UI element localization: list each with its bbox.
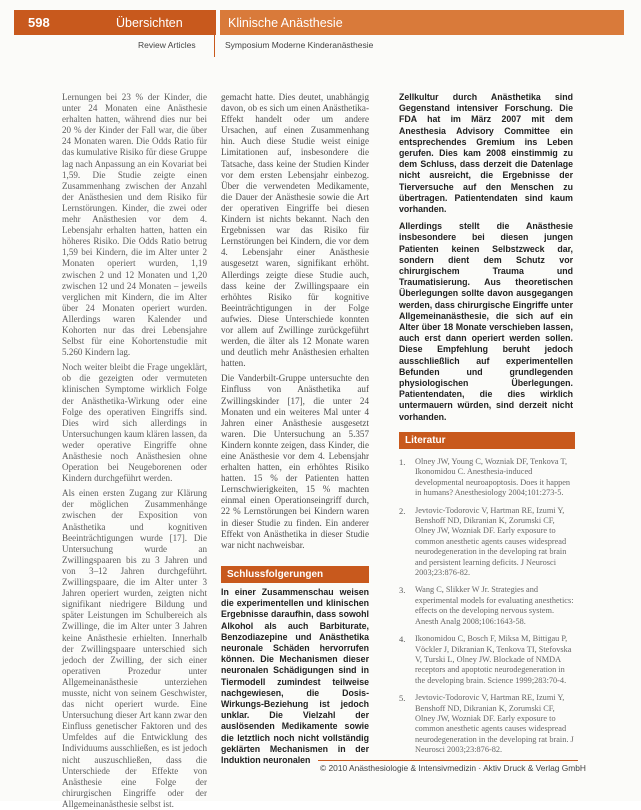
- reference-item: [399, 693, 575, 755]
- reference-number: 4.: [399, 634, 406, 645]
- column-2: [221, 92, 369, 551]
- conclusion-body: [221, 587, 369, 766]
- reference-number: 1.: [399, 457, 406, 467]
- paragraph: gemacht hatte. Dies deutet, unabhängig davon, ob es sich um einen Anästhetika-Effekt handelt oder um andere Ursachen, auf einen Zusammenhang hin. Auch diese Studie weist einige Limitationen auf, insbesondere die Tatsache, dass keine der Studien Kinder vor dem ersten Lebensjahr einbezog. Über die verwendeten Medikamente, die Dauer der Anästhesie sowie die Art der operativen Eingriffe bei diesen Kindern ist nichts bekannt. Nach den Ergebnissen war das Risiko für Lernstörungen bei Kindern, die vor dem 4. Lebensjahr einer Anästhesie ausgesetzt waren, signifikant erhöht. Allerdings zeigte diese Studie auch, dass keine der Zwillingspaare ein erhöhtes Risiko für kognitive Beeinträchtigungen in der Folge aufwies. Diese Unterschiede konnten vor allem auf Zwillinge zurückgeführt werden, die älter als 12 Monate waren und deutlich mehr Anästhesien erhalten hatten.: [221, 92, 369, 369]
- footer-divider: [318, 760, 578, 761]
- reference-text: Wang C, Slikker W Jr. Strategies and experimental models for evaluating anesthetics: effects on the developing nervous system. Anesth Analg 2008;106:1643-58.: [415, 585, 574, 626]
- page-number: 598: [14, 10, 110, 35]
- reference-item: [399, 634, 575, 686]
- reference-item: [399, 457, 575, 499]
- paragraph: Noch weiter bleibt die Frage ungeklärt, ob die gezeigten oder vermuteten klinischen Symptome wirklich Folge der Anästhetika-Wirkung oder eine Folge des operativen Eingriffs sind. Dies wird sich allerdings in Untersuchungen kaum klären lassen, da weder operative Eingriffe ohne Anästhesie noch Anästhesien ohne Operation bei Neugeborenen oder Kindern durchgeführt werden.: [62, 362, 207, 484]
- reference-number: 2.: [399, 505, 406, 516]
- paragraph: Als einen ersten Zugang zur Klärung der möglichen Zusammenhänge zwischen der Exposition von Anästhetika und kognitiven Beeinträchtigungen wurde [17]. Die Untersuchung wurde an Zwillingspaaren bis zu 3 Jahren und von 3–12 Jahren durchgeführt. Zwillingspaare, die im Alter unter 3 Jahren operiert wurden, zeigten nicht signifikant niedrigere Bildung und später Leistungen im Schulbereich als Zwillinge, die im Alter unter 3 Jahren keine Anästhesie erhielten. Innerhalb der Zwillingspaare unterschied sich jedoch der Zwilling, der sich einer operativen Prozedur unter Allgemeinanästhesie unterziehen musste, nicht von seinem Geschwister, das nicht operiert wurde. Eine Untersuchung dieser Art kann zwar den Einfluss genetischer Faktoren und des Umfeldes auf die Entwicklung des Individuums ausschließen, es ist jedoch nicht auszuschließen, dass die Unterschiede der Effekte von Anästhesie eine Folge der chirurgischen Eingriffe oder der Allgemeinanästhesie selbst ist.: [62, 488, 207, 809]
- header-divider: [214, 35, 215, 57]
- paragraph: Allerdings stellt die Anästhesie insbesondere bei diesen jungen Patienten keinen Selbstzweck dar, sondern dient dem Schutz vor chirurgischem Trauma und Traumatisierung. Aus theoretischen Überlegungen sollte davon ausgegangen werden, dass chirurgische Eingriffe unter Allgemeinanästhesie, die sich auf ein Alter über 18 Monate verschieben lassen, auch erst dann operiert werden sollen. Diese Empfehlung beruht jedoch ausschließlich auf experimentellen Befunden und grundlegenden physiologischen Überlegungen. Patientendaten, die dies wirklich untermauern würden, sind derzeit nicht vorhanden.: [399, 221, 573, 422]
- column-1: [62, 92, 207, 810]
- running-header: [14, 10, 624, 35]
- reference-item: [399, 506, 575, 579]
- reference-number: 5.: [399, 693, 406, 704]
- section-label: Übersichten: [110, 10, 216, 35]
- paragraph: Lernungen bei 23 % der Kinder, die unter 24 Monaten eine Anästhesie erhalten hatten, während dies nur bei 20 % der Kinder der Fall war, die über 24 Monaten waren. Die Odds Ratio für das kumulative Risiko für diese Gruppe lag nach Anpassung an ein Kovariat bei 1,59. Die Studie zeigte einen Zusammenhang zwischen der Anzahl der Anästhesien und dem Risiko für Lernstörungen. Kinder, die zwei oder mehr Anästhesien vor dem 4. Lebensjahr erhalten hatten, hatten ein höheres Risiko. Die Odds Ratio betrug 1,59 bei Kindern, die im Alter unter 2 Monaten operiert wurden, 1,19 zwischen 2 und 12 Monaten und 1,20 zwischen 12 und 24 Monaten – jeweils verglichen mit Kindern, die im Alter über 24 Monaten operiert wurden. Allerdings waren Kalender und Kohorten nur das drei Lebensjahre Selbst für eine Kohortenstudie mit 5.260 Kindern lag.: [62, 92, 207, 358]
- reference-text: Ikonomidou C, Bosch F, Miksa M, Bittigau P, Vöckler J, Dikranian K, Tenkova TI, Stefovska V, Turski L, Olney JW. Blockade of NMDA receptors and apoptotic neurodegeneration in the developing brain. Science 1999;283:70-4.: [415, 634, 572, 685]
- reference-number: 3.: [399, 585, 406, 596]
- conclusion-heading: Schlussfolgerungen: [221, 566, 369, 583]
- topic-label: Klinische Anästhesie: [220, 10, 624, 35]
- reference-list: [399, 457, 575, 763]
- sub-header-right: Symposium Moderne Kinderanästhesie: [225, 40, 374, 50]
- reference-text: Olney JW, Young C, Wozniak DF, Tenkova T, Ikonomidou C. Anesthesia-induced developmental neuroapoptosis. Does it happen in humans? Anesthesiology 2004;101:273-5.: [415, 457, 571, 498]
- footer-copyright: © 2010 Anästhesiologie & Intensivmedizin · Aktiv Druck & Verlag GmbH: [320, 763, 586, 773]
- sub-header-left: Review Articles: [138, 40, 196, 50]
- paragraph: Die Vanderbilt-Gruppe untersuchte den Einfluss von Anästhetika auf Zwillingskinder [17], die unter 24 Monaten und ein weiteres Mal unter 4 Jahren einer Anästhesie ausgesetzt waren. Die Untersuchung an 5.357 Kindern konnte zeigen, dass Kinder, die eine Anästhesie vor dem 4. Lebensjahr erhalten hatten, ein erhöhtes Risiko hatten. 15 % der Patienten hatten Lernschwierigkeiten, 15 % machten einmal einen Operationseingriff durch, 22 % Lernstörungen bei Kindern waren in dieser Studie zu finden. Ein anderer Effekt von Anästhetika in dieser Studie war nicht nachweisbar.: [221, 373, 369, 550]
- paragraph: In einer Zusammenschau weisen die experimentellen und klinischen Ergebnisse daraufhin, dass sowohl Alkohol als auch Barbiturate, Benzodiazepine und Anästhetika neuronale Schäden hervorrufen können. Die Mechanismen dieser neuronalen Schädigungen sind in Tiermodell zumindest teilweise nachgewiesen, die Dosis-Wirkungs-Beziehung ist jedoch unklar. Die Vielzahl der auslösenden Medikamente sowie die letztlich noch nicht vollständig geklärten Mechanismen in der Induktion neuronalen: [221, 587, 369, 766]
- paragraph: Zellkultur durch Anästhetika sind Gegenstand intensiver Forschung. Die FDA hat im März 2007 mit dem Anesthesia Advisory Committee ein entsprechendes Gremium ins Leben gerufen. Dies kam 2008 einstimmig zu dem Schluss, dass derzeit die Datenlage nicht ausreicht, die Ergebnisse der Tierversuche auf den Menschen zu übertragen. Patientendaten sind kaum vorhanden.: [399, 92, 573, 215]
- literature-heading: Literatur: [399, 432, 575, 449]
- reference-text: Jevtovic-Todorovic V, Hartman RE, Izumi Y, Benshoff ND, Dikranian K, Zorumski CF, Olney JW, Wozniak DF. Early exposure to common anesthetic agents causes widespread neurodegeneration in the developing rat brain. J Neurosci 2003;23:876-82.: [415, 693, 574, 755]
- reference-text: Jevtovic-Todorovic V, Hartman RE, Izumi Y, Benshoff ND, Dikranian K, Zorumski CF, Olney JW, Wozniak DF. Early exposure to common anesthetic agents causes widespread neurodegeneration in the developing rat brain and persistent learning deficits. J Neurosci 2003;23:876-82.: [415, 505, 567, 578]
- column-3: [399, 92, 573, 423]
- reference-item: [399, 585, 575, 627]
